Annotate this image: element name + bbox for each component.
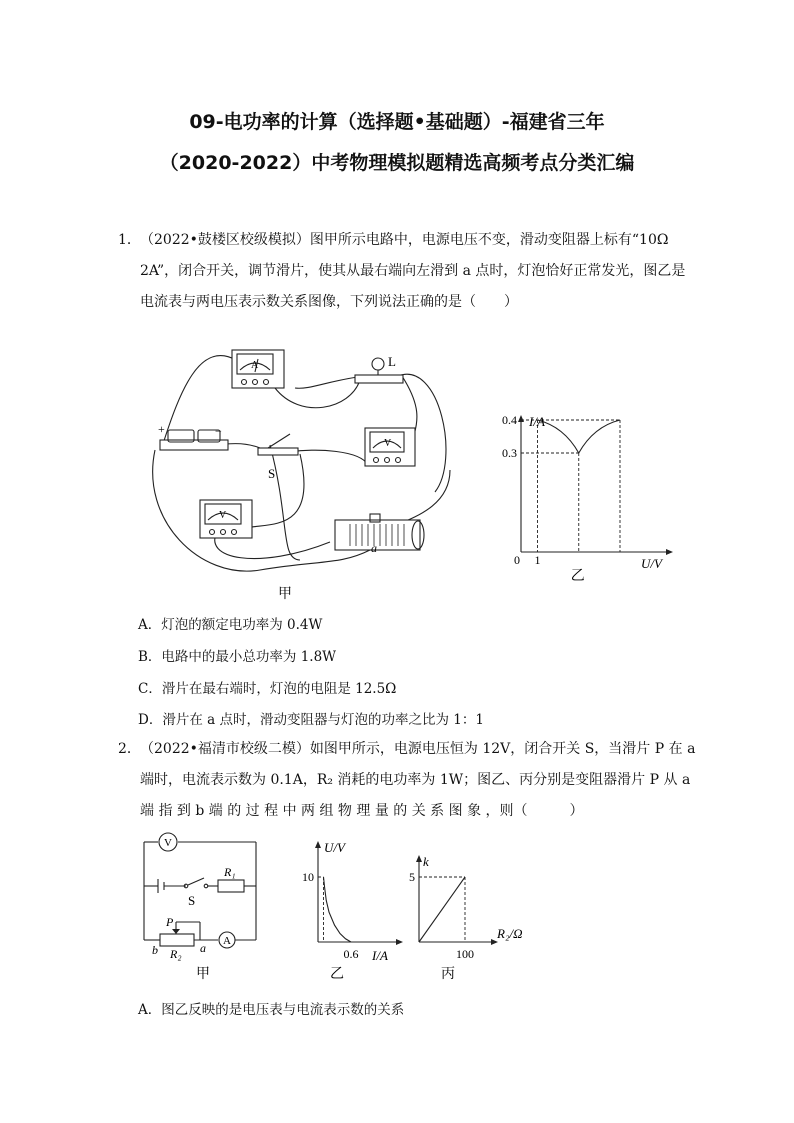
question-text-line: 端 指 到 b 端 的 过 程 中 两 组 物 理 量 的 关 系 图 象 ，则（ ） bbox=[140, 803, 584, 819]
question-text-line: 电流表与两电压表示数关系图像，下列说法正确的是（ ） bbox=[140, 294, 518, 310]
y-axis-arrow bbox=[315, 841, 321, 848]
question-text-line: 端时，电流表示数为 0.1A，R₂ 消耗的电功率为 1W；图乙、丙分别是变阻器滑片 P 从 a bbox=[140, 772, 691, 788]
x-axis-arrow bbox=[396, 939, 403, 945]
x-tick-label: 100 bbox=[456, 947, 474, 961]
q1-circuit-figure bbox=[140, 320, 470, 610]
voltmeter-letter: V bbox=[219, 510, 227, 521]
x-axis-label: U/V bbox=[641, 556, 662, 571]
option-b: B．电路中的最小总功率为 1.8W bbox=[138, 649, 337, 665]
switch-label: S bbox=[268, 466, 276, 481]
slider-p-label: P bbox=[166, 915, 174, 929]
x-axis-arrow bbox=[666, 549, 673, 555]
y-tick-label: 10 bbox=[302, 870, 314, 884]
r2-label: R₂ bbox=[170, 947, 182, 961]
ammeter-symbol: A bbox=[223, 935, 231, 947]
q2-ui-chart bbox=[290, 836, 405, 982]
q2-k-r2-chart bbox=[405, 852, 545, 982]
option-a: A．灯泡的额定电功率为 0.4W bbox=[138, 617, 323, 633]
figure-caption: 甲 bbox=[196, 967, 210, 982]
q2-schematic-figure bbox=[140, 830, 270, 980]
x-axis-label: I/A bbox=[372, 948, 388, 963]
chart-caption: 丙 bbox=[441, 967, 455, 982]
end-a-label: a bbox=[200, 941, 206, 955]
voltmeter-letter: V bbox=[384, 438, 392, 449]
series-line bbox=[419, 877, 465, 942]
q2-option-a: A．图乙反映的是电压表与电流表示数的关系 bbox=[138, 1002, 405, 1018]
question-text-line: （2022•福清市校级二模）如图甲所示，电源电压恒为 12V，闭合开关 S，当滑片 P 在 a bbox=[140, 741, 696, 757]
plus-sign: + bbox=[158, 422, 165, 436]
x-tick-label: 0 bbox=[514, 553, 520, 567]
y-axis-label: I/A bbox=[529, 414, 545, 429]
y-axis-label: U/V bbox=[324, 840, 345, 855]
minus-sign: − bbox=[215, 424, 222, 438]
series-line bbox=[579, 420, 620, 453]
chart-caption: 乙 bbox=[330, 967, 344, 982]
y-axis-arrow bbox=[416, 855, 422, 862]
r1-label: R₁ bbox=[224, 865, 236, 879]
y-axis-label: k bbox=[423, 854, 429, 869]
series-line bbox=[324, 877, 352, 942]
x-tick-label: 0.6 bbox=[343, 947, 359, 961]
y-tick-label: 0.3 bbox=[502, 446, 517, 460]
question-number: 2． bbox=[118, 741, 141, 757]
voltmeter-symbol: V bbox=[164, 837, 172, 849]
y-tick-label: 0.4 bbox=[502, 413, 517, 427]
chart-caption: 乙 bbox=[570, 569, 585, 584]
page-title-line1: 09-电功率的计算（选择题•基础题）-福建省三年 bbox=[189, 111, 605, 133]
option-c: C．滑片在最右端时，灯泡的电阻是 12.5Ω bbox=[138, 681, 397, 697]
option-d: D．滑片在 a 点时，滑动变阻器与灯泡的功率之比为 1：1 bbox=[138, 712, 484, 728]
q1-iu-chart bbox=[495, 410, 675, 590]
page-title-line2: （2020-2022）中考物理模拟题精选高频考点分类汇编 bbox=[159, 152, 635, 174]
question-text-line: 2A”，闭合开关，调节滑片，使其从最右端向左滑到 a 点时，灯泡恰好正常发光，图乙是 bbox=[140, 263, 686, 279]
question-number: 1． bbox=[118, 232, 141, 248]
lamp-label: L bbox=[388, 354, 396, 369]
y-axis-arrow bbox=[518, 415, 524, 422]
y-tick-label: 5 bbox=[409, 870, 415, 884]
question-text-line: （2022•鼓楼区校级模拟）图甲所示电路中，电源电压不变，滑动变阻器上标有“10Ω bbox=[140, 232, 669, 248]
switch-label: S bbox=[188, 893, 196, 908]
end-b-label: b bbox=[152, 943, 158, 957]
ammeter-letter: A bbox=[251, 360, 259, 371]
figure-caption: 甲 bbox=[278, 587, 292, 602]
slider-label: a bbox=[371, 541, 377, 555]
x-axis-label: R₂/Ω bbox=[497, 926, 523, 941]
x-tick-label: 1 bbox=[534, 553, 541, 567]
